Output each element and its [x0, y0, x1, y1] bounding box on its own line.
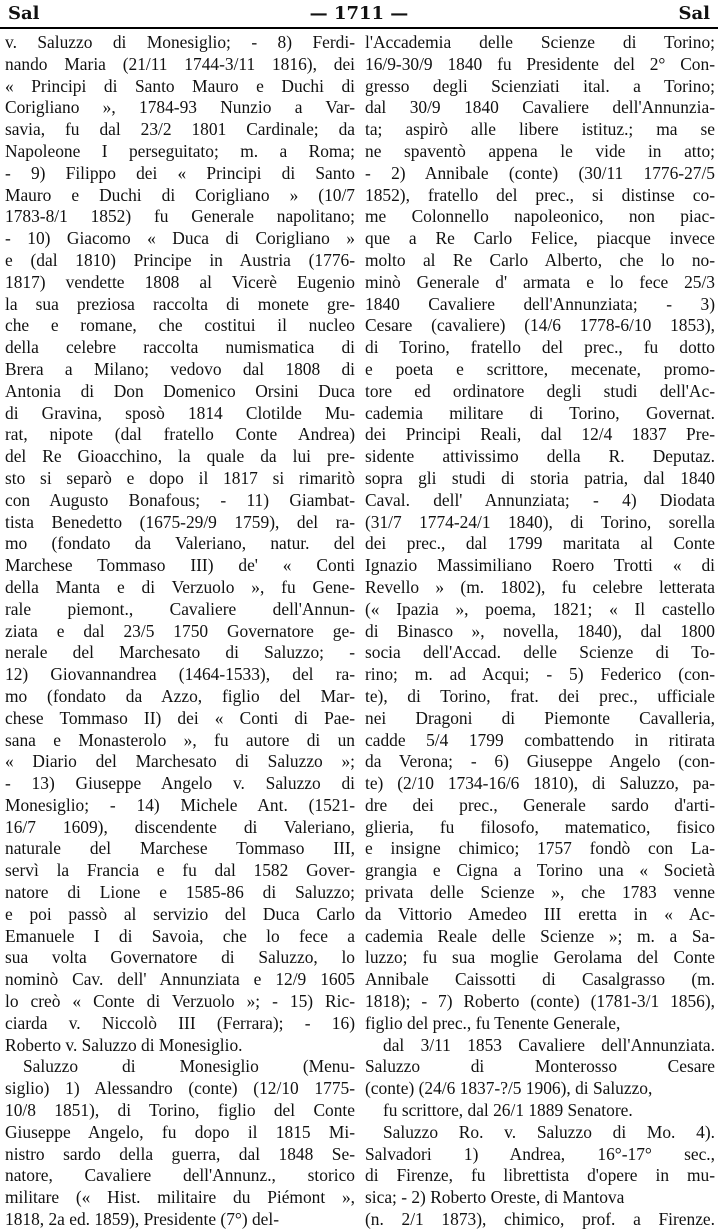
- text-line: sica; - 2) Roberto Oreste, di Mantova: [365, 1187, 625, 1208]
- text-line: di Gravina, sposò 1814 Clotilde Mu-: [5, 402, 355, 423]
- text-line: 1818); - 7) Roberto (conte) (1781-3/1 1856),: [365, 991, 715, 1012]
- text-line: l'Accademia delle Scienze di Torino;: [365, 32, 715, 52]
- text-line: Revello » (m. 1802), fu celebre letterata: [365, 576, 715, 597]
- text-line: 1852), fratello del prec., si distinse co-: [365, 184, 715, 205]
- text-line: lo creò « Conte di Verzuolo »; - 15) Ric-: [5, 991, 355, 1012]
- text-line: natore, Cavaliere dell'Annunz., storico: [5, 1165, 355, 1186]
- text-line: luzzo; fu sua moglie Gerolama del Conte: [365, 947, 715, 968]
- text-line: sto si separò e dopo il 1817 si rimaritò: [5, 467, 355, 488]
- text-line: dal 3/11 1853 Cavaliere dell'Annunziata.: [383, 1034, 715, 1055]
- text-line: Roberto v. Saluzzo di Monesiglio.: [5, 1034, 243, 1055]
- text-line: Emanuele I di Savoia, che lo fece a: [5, 925, 355, 946]
- text-line: rat, nipote (dal fratello Conte Andrea): [5, 424, 355, 445]
- text-line: da Vittorio Amedeo III eretta in « Ac-: [365, 903, 715, 924]
- text-line: di Firenze, fu librettista d'opere in mu-: [365, 1165, 715, 1186]
- text-line: Cesare (cavaliere) (14/6 1778-6/10 1853),: [365, 315, 715, 336]
- text-line: nei Dragoni di Piemonte Cavalleria,: [365, 707, 715, 728]
- text-line: 16/9-30/9 1840 fu Presidente del 2° Con-: [365, 53, 715, 74]
- text-line: Mauro e Duchi di Corigliano » (10/7: [5, 184, 355, 205]
- text-line: sua volta Governatore di Saluzzo, lo: [5, 947, 355, 968]
- text-line: di Binasco », novella, 1840), dal 1800: [365, 620, 715, 641]
- text-line: ta; aspirò alle libere istituz.; ma se: [365, 119, 715, 140]
- text-line: e poi passò al servizio del Duca Carlo: [5, 903, 355, 924]
- text-line: (n. 2/1 1873), chimico, prof. a Firenze.: [365, 1209, 715, 1230]
- text-line: di Torino, fratello del prec., fu dotto: [365, 337, 715, 358]
- text-line: - 2) Annibale (conte) (30/11 1776-27/5: [365, 162, 715, 183]
- text-line: molto al Re Carlo Alberto, che lo no-: [365, 249, 715, 270]
- text-line: (31/7 1774-24/1 1840), di Torino, sorella: [365, 511, 715, 532]
- text-line: da Verona; - 6) Giuseppe Angelo (con-: [365, 751, 715, 772]
- text-line: dei prec., dal 1799 maritata al Conte: [365, 533, 715, 554]
- text-line: Annibale Caissotti di Casalgrasso (m.: [365, 969, 715, 990]
- text-line: « Diario del Marchesato di Saluzzo »;: [5, 751, 355, 772]
- text-line: nerale del Marchesato di Saluzzo; -: [5, 642, 355, 663]
- text-line: sana e Monasterolo », fu autore di un: [5, 729, 355, 750]
- text-line: nominò Cav. dell' Annunziata e 12/9 1605: [5, 969, 355, 990]
- text-line: tore ed ordinatore degli studi dell'Ac-: [365, 380, 715, 401]
- text-line: ziata e dal 23/5 1750 Governatore ge-: [5, 620, 355, 641]
- running-header: [0, 2, 718, 26]
- text-line: nistro sardo della guerra, dal 1848 Se-: [5, 1143, 355, 1164]
- text-line: « Principi di Santo Mauro e Duchi di: [5, 75, 355, 96]
- text-line: (« Ipazia », poema, 1821; « Il castello: [365, 598, 715, 619]
- text-line: della Manta e di Verzuolo », fu Gene-: [5, 576, 355, 597]
- text-line: 10/8 1851), di Torino, figlio del Conte: [5, 1100, 355, 1121]
- text-line: siglio) 1) Alessandro (conte) (12/10 1775-: [5, 1078, 355, 1099]
- text-line: glieria, fu filosofo, matematico, fisico: [365, 816, 715, 837]
- text-line: grangia e Cigna a Torino una « Società: [365, 860, 715, 881]
- text-line: dal 30/9 1840 Cavaliere dell'Annunzia-: [365, 97, 715, 118]
- text-line: Salvadori 1) Andrea, 16°-17° sec.,: [365, 1143, 715, 1164]
- text-line: ne spaventò appena le vide in atto;: [365, 140, 715, 161]
- text-line: Monesiglio; - 14) Michele Ant. (1521-: [5, 794, 355, 815]
- text-line: - 13) Giuseppe Angelo v. Saluzzo di: [5, 773, 355, 794]
- text-line: la sua preziosa raccolta di monete gre-: [5, 293, 355, 314]
- text-line: 1817) vendette 1808 al Vicerè Eugenio: [5, 271, 355, 292]
- text-line: cademia militare di Torino, Governat.: [365, 402, 715, 423]
- text-line: Saluzzo di Monterosso Cesare: [365, 1056, 715, 1077]
- text-line: con Augusto Bonafous; - 11) Giambat-: [5, 489, 355, 510]
- text-line: 1783-8/1 1852) fu Generale napolitano;: [5, 206, 355, 227]
- text-line: rino; m. ad Acqui; - 5) Federico (con-: [365, 664, 715, 685]
- text-line: dei Principi Reali, dal 12/4 1837 Pre-: [365, 424, 715, 445]
- text-line: me Colonnello napoleonico, non piac-: [365, 206, 715, 227]
- text-line: natore di Lione e 1585-86 di Saluzzo;: [5, 882, 355, 903]
- text-line: minò Generale d' armata e lo fece 25/3: [365, 271, 715, 292]
- right-column: [365, 32, 715, 1231]
- text-line: socia dell'Accad. delle Scienze di To-: [365, 642, 715, 663]
- text-line: Brera a Milano; vedovo dal 1808 di: [5, 358, 355, 379]
- text-line: e insigne chimico; 1757 fondò con La-: [365, 838, 715, 859]
- text-line: Ignazio Massimiliano Roero Trotti « di: [365, 555, 715, 576]
- text-line: ciarda v. Niccolò III (Ferrara); - 16): [5, 1012, 355, 1033]
- text-line: e (dal 1810) Principe in Austria (1776-: [5, 249, 355, 270]
- text-line: Antonia di Don Domenico Orsini Duca: [5, 380, 355, 401]
- text-line: Marchese Tommaso III) de' « Conti: [5, 555, 355, 576]
- header-left-keyword: Sal: [8, 3, 40, 24]
- text-line: del Re Gioacchino, la quale da lui pre-: [5, 446, 355, 467]
- text-line: tista Benedetto (1675-29/9 1759), del ra-: [5, 511, 355, 532]
- text-line: privata delle Scienze », che 1783 venne: [365, 882, 715, 903]
- left-column: [5, 32, 355, 1231]
- text-line: - 10) Giacomo « Duca di Corigliano »: [5, 228, 355, 249]
- text-line: servì la Francia e fu dal 1582 Gover-: [5, 860, 355, 881]
- text-line: nando Maria (21/11 1744-3/11 1816), dei: [5, 53, 355, 74]
- text-line: 1840 Cavaliere dell'Annunziata; - 3): [365, 293, 715, 314]
- text-line: cadde 5/4 1799 combattendo in ritirata: [365, 729, 715, 750]
- text-line: que a Re Carlo Felice, piacque invece: [365, 228, 715, 249]
- text-line: che e romane, che costitui il nucleo: [5, 315, 355, 336]
- text-line: 1818, 2a ed. 1859), Presidente (7°) del-: [5, 1209, 280, 1230]
- text-line: naturale del Marchese Tommaso III,: [5, 838, 355, 859]
- text-line: rale piemont., Cavaliere dell'Annun-: [5, 598, 355, 619]
- text-line: cademia Reale delle Scienze »; m. a Sa-: [365, 925, 715, 946]
- text-line: Giuseppe Angelo, fu dopo il 1815 Mi-: [5, 1121, 355, 1142]
- text-line: sidente attivissimo della R. Deputaz.: [365, 446, 715, 467]
- text-line: 16/7 1609), discendente di Valeriano,: [5, 816, 355, 837]
- text-line: 12) Giovannandrea (1464-1533), del ra-: [5, 664, 355, 685]
- text-line: militare (« Hist. militaire du Piémont »,: [5, 1187, 355, 1208]
- text-line: - 9) Filippo dei « Principi di Santo: [5, 162, 355, 183]
- text-line: dre dei prec., Generale sardo d'arti-: [365, 794, 715, 815]
- text-line: Caval. dell' Annunziata; - 4) Diodata: [365, 489, 715, 510]
- header-rule: [0, 27, 718, 29]
- text-line: savia, fu dal 23/2 1801 Cardinale; da: [5, 119, 355, 140]
- text-line: Napoleone I perseguitato; m. a Roma;: [5, 140, 355, 161]
- text-line: te), di Torino, frat. dei prec., ufficiale: [365, 685, 715, 706]
- text-line: gresso degli Scienziati ital. a Torino;: [365, 75, 715, 96]
- text-line: e poeta e scrittore, mecenate, promo-: [365, 358, 715, 379]
- text-line: te) (2/10 1734-16/6 1810), di Saluzzo, pa-: [365, 773, 715, 794]
- text-line: Saluzzo di Monesiglio (Menu-: [23, 1056, 355, 1077]
- text-line: Saluzzo Ro. v. Saluzzo di Mo. 4).: [383, 1121, 715, 1142]
- text-line: chese Tommaso II) dei « Conti di Pae-: [5, 707, 355, 728]
- text-line: Corigliano », 1784-93 Nunzio a Var-: [5, 97, 355, 118]
- page-number: — 1711 —: [309, 3, 409, 24]
- text-line: (conte) (24/6 1837-?/5 1906), di Saluzzo,: [365, 1078, 653, 1099]
- text-line: della celebre raccolta numismatica di: [5, 337, 355, 358]
- text-line: fu scrittore, dal 26/1 1889 Senatore.: [383, 1100, 633, 1121]
- text-line: figlio del prec., fu Tenente Generale,: [365, 1012, 621, 1033]
- text-line: mo (fondato da Azzo, figlio del Mar-: [5, 685, 355, 706]
- text-line: mo (fondato da Valeriano, natur. del: [5, 533, 355, 554]
- text-line: v. Saluzzo di Monesiglio; - 8) Ferdi-: [5, 32, 355, 52]
- header-right-keyword: Sal: [678, 3, 710, 24]
- text-line: sopra gli studi di storia patria, dal 1840: [365, 467, 715, 488]
